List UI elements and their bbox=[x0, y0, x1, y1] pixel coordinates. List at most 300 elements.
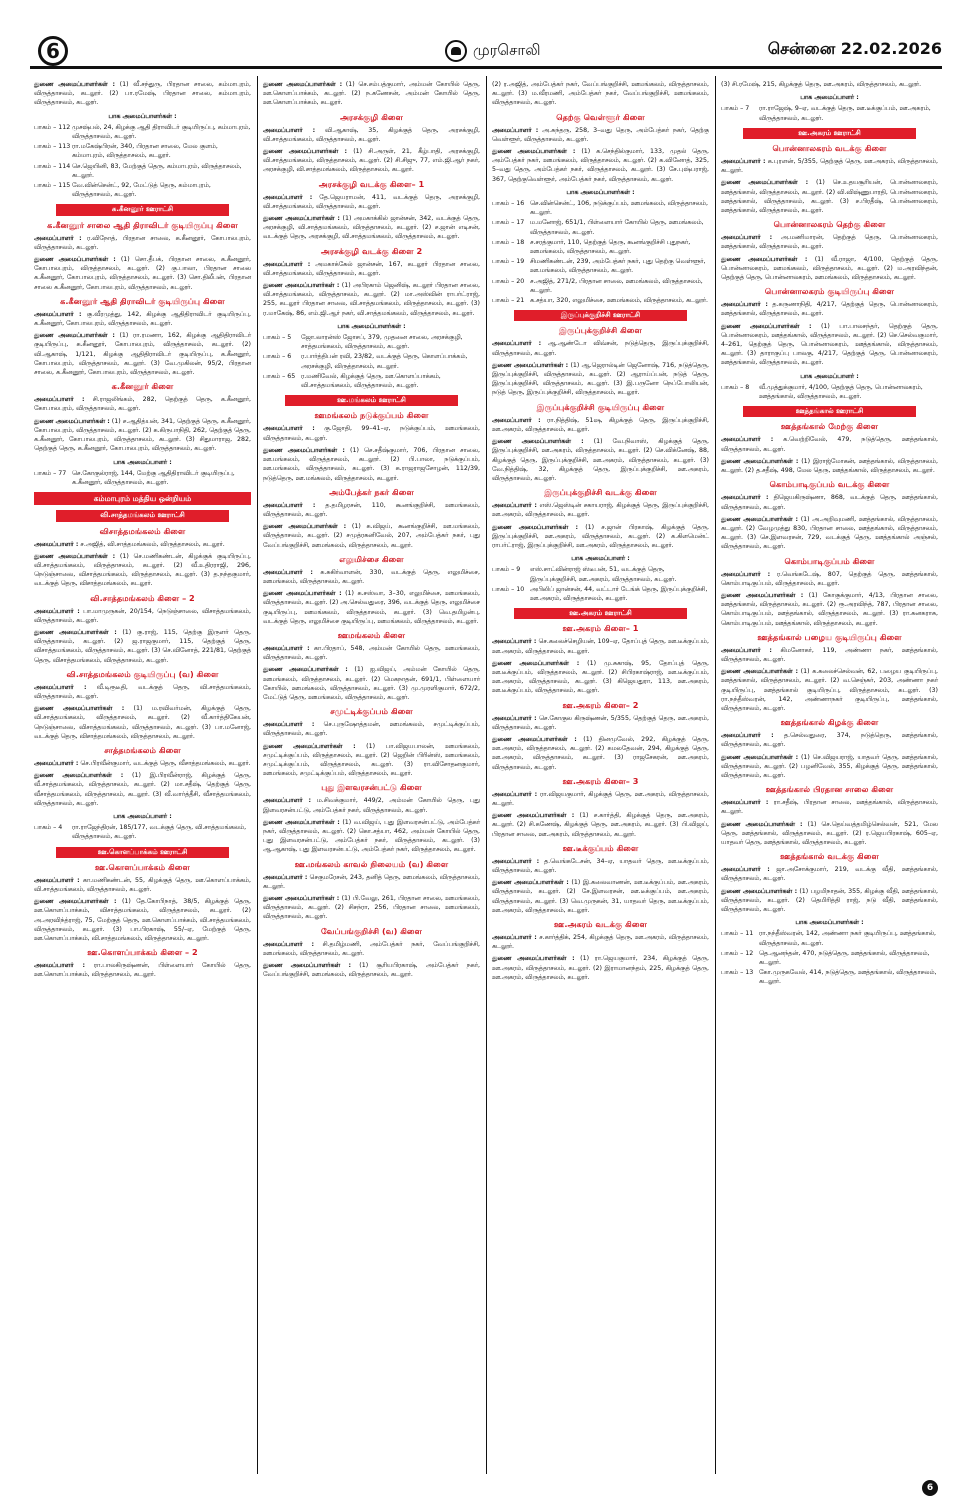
column-divider bbox=[257, 76, 258, 1474]
ward-number: பாகம் – 10 bbox=[492, 585, 525, 593]
branch-heading: வி.சாத்தமங்கலம் கிளை – 2 bbox=[90, 592, 195, 603]
officer-details: கிமனோகர், 119, அண்ணா நகர், ஊத்தங்கால், விருத்தாசலம், கடலூர். bbox=[721, 646, 938, 663]
branch-heading: ஊ.அகரம் வடக்கு கிளை bbox=[554, 919, 647, 930]
officer-details: (1) வீ.ராஜா, 4/100, தெற்குத் தெரு, பொன்னாலகரம், ஊமங்கலம், விருத்தாசலம், கடலூர். (2) ம.அரவிந்தன், தெற்குத் தெரு, பொன்னாலகரம், ஊமங்கலம், விருத்தாசலம், கடலூர். bbox=[721, 255, 938, 282]
role-label: துணை அமைப்பாளர்கள் : bbox=[34, 628, 117, 636]
officer-details: ஜா.அசோக்குமார், 219, வடக்கு வீதி, ஊத்தங்கால், விருத்தாசலம், கடலூர். bbox=[721, 866, 938, 883]
subheading: பாக அமைப்பாளர்கள் : bbox=[337, 322, 406, 330]
role-label: அமைப்பாளர் : bbox=[721, 799, 769, 807]
ward-number: பாகம் – 7 bbox=[721, 105, 750, 113]
role-label: அமைப்பாளர் : bbox=[263, 797, 312, 805]
role-label: அமைப்பாளர் : bbox=[34, 540, 79, 548]
officer-entry bbox=[34, 234, 251, 252]
officer-details: (1) ச.ஆதித்யன், 341, தெற்குத் தெரு, க.கீனனூர், கோபாலபுரம், விருத்தாசலம், கடலூர். (2) க.கிருபாநிதி, 262, தெற்குத் தெரு, க.கீனனூர், கோபாலபுரம், விருத்தாசலம், கடலூர். (3) சிதுமாராஜ, 282, தெற்குத் தெரு, க.கீனனூர், கோபாலபுரம், விருத்தாசலம், கடலூர். bbox=[34, 417, 251, 453]
column-1 bbox=[30, 76, 255, 1474]
role-label: துணை அமைப்பாளர்கள் : bbox=[263, 818, 340, 826]
ward-details: ரா.மகேஷ்பிரன், 340, பிரதான சாலை, மேல குளம், கம்மாபுரம், விருத்தாசலம், கடலூர். bbox=[72, 143, 218, 160]
masthead bbox=[445, 39, 541, 63]
officer-details: (1) அமகாக்கில் ஜான்சன், 342, வடக்குத் தெரு, அரசக்குழி, வி.சாத்தமங்கலம், விருத்தாசலம், கடலூர். (2) ச.ஜான் எடிசன், வடக்குத் தெரு, அரசக்குழி, வி.சாத்தமங்கலம், விருத்தாசலம், கடலூர். bbox=[263, 215, 480, 241]
ward-number: பாகம் – 9 bbox=[492, 566, 521, 574]
officer-details: (1) செ.உதயசூரியன், பொன்னாலகரம், ஊத்தங்கால், விருத்தாசலம், கடலூர். (2) வி.விஷ்ணுபாரதி, பொன்னாலகரம், ஊத்தங்கால், விருத்தாசலம், கடலூர். (3) ச.பிரதீஷ், பொன்னாலகரம், ஊத்தங்கால், விருத்தாசலம், கடலூர். bbox=[721, 179, 938, 215]
role-label: அமைப்பாளர் : bbox=[263, 873, 308, 881]
ward-row bbox=[492, 218, 709, 236]
officer-details: ம.சிவக்குமார், 449/2, அம்மன் கோயில் தெரு, புது இளவரசன்பட்டு, அம்பேத்கர் நகர், விருத்தாசலம், கடலூர். bbox=[263, 797, 480, 814]
officer-details: (2) ர.அஜித், அம்பேத்கர் நகர், வேப்பங்குறிச்சி, ஊமங்கலம், விருத்தாசலம், கடலூர். (3) ம.வீரமணி, அம்பேத்கர் நகர், வேப்பங்குறிச்சி, ஊமங்கலம், விருத்தாசலம், கடலூர். bbox=[492, 81, 709, 107]
officer-entry bbox=[34, 771, 251, 808]
officer-details: தே.ஜெயராமன், 411, வடக்குத் தெரு, அரசக்குழி, வி.சாத்தமங்கலம், விருத்தாசலம், கடலூர். bbox=[263, 193, 480, 210]
branch-heading: தெற்கு வெள்ளூர் கிளை bbox=[556, 111, 645, 122]
officer-details: (1) அபிரகாம் ஜெனிஷ், கடலூர் பிரதான சாலை, வி.சாத்தமங்கலம், விருத்தாசலம், கடலூர். (2) மா.அஸ்வின் ராபர்ட்ராஜ், 255, கடலூர் பிரதான சாலை, வி.சாத்தமங்கலம், விருத்தாசலம், கடலூர். (3) ர.மாகேஷ், 86, எம்.ஜி.ஆர் நகர், வி.சாத்தமங்கலம், விருத்தாசலம், கடலூர். bbox=[263, 282, 480, 317]
ward-number: பாகம் – 12 bbox=[721, 949, 754, 957]
officer-entry bbox=[263, 742, 480, 779]
ward-row bbox=[34, 142, 251, 160]
role-label: அமைப்பாளர் : bbox=[492, 340, 542, 348]
officer-details: செ.பிரவீன்குமார், வடக்குத் தெரு, வீசாத்தமங்கலம், கடலூர். bbox=[80, 759, 251, 767]
branch-heading: விசாத்தமங்கலம் கிளை bbox=[99, 525, 186, 536]
role-label: துணை அமைப்பாளர்கள் : bbox=[721, 515, 799, 523]
ward-row bbox=[721, 949, 938, 967]
ward-details: ரா.நந்தீஸ்வரன், 142, அண்ணா நகர் குடியிருப்பு, ஊத்தங்கால், விருத்தாசலம், கடலூர். bbox=[759, 930, 937, 947]
ward-number: பாகம் – 13 bbox=[721, 969, 754, 977]
officer-details: (1) ச.கார்த்தி, கிழக்குத் தெரு, ஊ.அகரம், கடலூர். (2) சி.கணேஷ், கிழக்குத் தெரு, ஊ.அகரம், கடலூர். (3) பி.விஜய், பிரதான சாலை, ஊ.அகரம், விருத்தாசலம், கடலூர். bbox=[492, 812, 709, 838]
role-label: துணை அமைப்பாளர்கள் : bbox=[492, 438, 584, 446]
panchayat-banner: ஊ.அகரம் ஊராட்சி bbox=[743, 128, 916, 139]
officer-entry bbox=[34, 255, 251, 292]
branch-heading: அரசக்குழி வடக்கு கிளை– 1 bbox=[318, 178, 425, 189]
role-label: துணை அமைப்பாளர்கள் : bbox=[492, 361, 569, 369]
ward-row bbox=[34, 823, 251, 841]
officer-entry bbox=[721, 80, 938, 89]
officer-entry bbox=[34, 628, 251, 665]
role-label: துணை அமைப்பாளர்கள் : bbox=[721, 820, 803, 828]
role-label: அமைப்பாளர் : bbox=[721, 301, 768, 309]
officer-details: அ.சுந்தரு, 258, 3–வது தெரு, அம்பேத்கர் நகர், தெற்கு வெள்ளூர், விருத்தாசலம், கடலூர். bbox=[492, 126, 709, 143]
role-label: துணை அமைப்பாளர்கள் : bbox=[721, 753, 799, 761]
officer-details: க.புரளன், 5/355, தெற்குத் தெரு, ஊ.அகரம், விருத்தாசலம், கடலூர். bbox=[721, 158, 938, 175]
officer-entry bbox=[263, 424, 480, 442]
ward-number: பாகம் – 6 bbox=[263, 353, 292, 361]
officer-entry bbox=[721, 233, 938, 251]
role-label: அமைப்பாளர் : bbox=[263, 260, 311, 268]
officer-entry bbox=[34, 540, 251, 549]
officer-entry bbox=[721, 255, 938, 283]
officer-details: (1) கோகுக்குமார், 4/13, பிரதான சாலை, ஊத்தங்கால், விருத்தாசலம், கடலூர். (2) ரூ.அரவிந்த், 787, பிரதான சாலை, கொம்பாடிகுப்பம், ஊத்தங்கால், விருத்தாசலம், கடலூர். (3) ரா.கனகராசு, கொம்பாடிகுப்பம், ஊத்தங்கால், விருத்தாசலம், கடலூர். bbox=[721, 591, 938, 627]
officer-entry bbox=[721, 457, 938, 475]
branch-heading: கொம்பாடிகுப்பம் வடக்கு கிளை bbox=[769, 479, 890, 490]
panchayat-banner: வி.சாத்தமங்கலம் ஊராட்சி bbox=[56, 510, 229, 521]
officer-details: த.கருணாநிதி, 4/217, தெற்குத் தெரு, பொன்னாலகரம், ஊத்தங்கால், விருத்தாசலம், கடலூர். bbox=[721, 301, 938, 318]
role-label: அமைப்பாளர் : bbox=[492, 790, 538, 798]
branch-heading: எலுமிச்சை கிளை bbox=[339, 553, 404, 564]
officer-details: (1) ரா.ஜெயகுமார், 234, கிழக்குத் தெரு, ஊ.அகரம், விருத்தாசலம், கடலூர். (2) இராமானந்தம், 225, கிழக்குத் தெரு, ஊ.அகரம், விருத்தாசலம், கடலூர். bbox=[492, 955, 709, 981]
ward-row bbox=[492, 199, 709, 217]
ward-details: ரா.ராஜேந்திரன், 185/177, வடக்குத் தெரு, வி.சாத்தமங்கலம், விருத்தாசலம், கடலூர். bbox=[72, 824, 247, 841]
ward-row bbox=[34, 469, 251, 487]
officer-entry bbox=[263, 260, 480, 278]
branch-heading: ஊத்தங்கால் பழைய குடியிருப்பு கிளை bbox=[757, 631, 902, 642]
ward-number: பாகம் – 19 bbox=[492, 258, 525, 266]
ward-details: ச.சரத்குமார், 110, தெற்குத் தெரு, கூனங்குறிச்சி புதுநகர், ஊமங்கலம், விருத்தாசலம், கடலூர். bbox=[530, 238, 691, 256]
ward-details: செ.கோகுல்ராஜ், 144, மேற்கு ஆதிதிராவிடர் குடியிருப்பு, க.கீனனூர், விருத்தாசலம், கடலூர். bbox=[72, 469, 235, 486]
role-label: அமைப்பாளர் : bbox=[34, 607, 80, 615]
branch-heading: சாத்தமங்கலம் கிளை bbox=[104, 744, 181, 755]
officer-entry bbox=[721, 157, 938, 175]
ward-details: கோ.முருகவேல், 414, நடுத்தெரு, ஊத்தங்கால், விருத்தாசலம், கடலூர். bbox=[759, 969, 937, 986]
branch-heading: ஊ.அகரம் கிளை– 3 bbox=[562, 775, 639, 786]
officer-entry bbox=[34, 704, 251, 741]
role-label: அமைப்பாளர் : bbox=[34, 683, 87, 691]
ward-row bbox=[721, 968, 938, 986]
role-label: அமைப்பாளர் : bbox=[721, 436, 774, 444]
officer-details: (1) சி.அருள், 21, கீழ்பாதி, அரசக்குழி, வி.சாத்தமங்கலம், விருத்தாசலம், கடலூர். (2) சி.சிஜு, 77, எம்.ஜி.ஆர் நகர், அரசக்குழி, வி.சாத்தமங்கலம், விருத்தாசலம், கடலூர். bbox=[263, 148, 480, 174]
role-label: அமைப்பாளர் : bbox=[263, 193, 313, 201]
officer-entry bbox=[492, 857, 709, 875]
subheading: பாக அமைப்பாளர்கள் : bbox=[108, 112, 177, 120]
ward-number: பாகம் – 113 bbox=[34, 143, 71, 151]
officer-entry bbox=[492, 790, 709, 808]
role-label: அமைப்பாளர் : bbox=[492, 857, 540, 865]
officer-entry bbox=[492, 416, 709, 434]
officer-entry bbox=[34, 310, 251, 328]
ward-number: பாகம் – 5 bbox=[263, 334, 292, 342]
officer-entry bbox=[34, 395, 251, 413]
ward-row bbox=[34, 162, 251, 180]
officer-entry bbox=[721, 493, 938, 511]
branch-heading: ஊத்தங்கால் மேற்கு கிளை bbox=[780, 421, 879, 432]
role-label: அமைப்பாளர் : bbox=[492, 126, 539, 134]
ward-row bbox=[263, 333, 480, 351]
officer-entry bbox=[492, 878, 709, 915]
role-label: துணை அமைப்பாளர்கள் : bbox=[492, 955, 575, 963]
role-label: அமைப்பாளர் : bbox=[492, 638, 537, 646]
branch-heading: க.கீனனூர் சாலை ஆதி திராவிடர் குடியிருப்பு கிளை bbox=[47, 219, 238, 230]
officer-entry bbox=[263, 214, 480, 242]
role-label: துணை அமைப்பாளர்கள் : bbox=[721, 179, 809, 187]
ward-row bbox=[34, 181, 251, 199]
ward-number: பாகம் – 21 bbox=[492, 297, 525, 305]
branch-heading: ஊத்தங்கால் கிழக்கு கிளை bbox=[780, 717, 879, 728]
branch-heading: அம்பேத்கர் நகர் கிளை bbox=[329, 486, 414, 497]
officer-details: (1) இராஜ்மோகன், ஊத்தங்கால், விருத்தாசலம், கடலூர். (2) த.சதீஷ், 498, மேல தெரு, ஊத்தங்கால், விருத்தாசலம், கடலூர். bbox=[721, 457, 938, 475]
ward-number: பாகம் – 8 bbox=[721, 383, 750, 391]
ward-details: தெ.ஆனந்தன், 470, நடுத்தெரு, ஊத்தங்கால், விருத்தாசலம், கடலூர். bbox=[759, 949, 930, 967]
officer-details: (1) ம.ரவிவர்மன், கிழக்குத் தெரு, வி.சாத்தமங்கலம், விருத்தாசலம், கடலூர். (2) வீ.கார்த்திகேயன், நெடுஞ்சாலை, விசாத்தமங்கலம், விருத்தாசலம், கடலூர். (3) பா.மனோஜ், வடக்குத் தெரு, விசாத்தமங்கலம், விருத்தாசலம், கடலூர். bbox=[34, 705, 251, 740]
role-label: அமைப்பாளர் : bbox=[721, 646, 772, 654]
ward-number: பாகம் – 16 bbox=[492, 200, 525, 208]
column-divider bbox=[486, 76, 487, 1474]
article-columns bbox=[30, 76, 942, 1474]
officer-details: (1) வீ.சந்துரு, பிரதான சாலை, கம்மாபுரம், விருத்தாசலம், கடலூர். (2) பா.ரமேஷ், பிரதான சாலை, கம்மாபுரம், விருத்தாசலம், கடலூர். bbox=[34, 81, 251, 107]
role-label: துணை அமைப்பாளர்கள் : bbox=[263, 895, 340, 902]
officer-details: திஜெயகிருஷ்ணா, 868, வடக்குத் தெரு, ஊத்தங்கால், விருத்தாசலம், கடலூர். bbox=[721, 494, 938, 511]
officer-entry bbox=[34, 331, 251, 377]
officer-entry bbox=[492, 339, 709, 357]
role-label: துணை அமைப்பாளர்கள் : bbox=[34, 417, 110, 425]
officer-details: (3) சி.ரமேஷ், 215, கிழக்குத் தெரு, ஊ.அகரம், விருத்தாசலம், கடலூர். bbox=[721, 81, 922, 88]
ward-details: எஸ்.சாட்வின்ராஜ் ஸ்டீபன், 51, வடக்குத் தெரு, இருப்புக்குறிச்சி, ஊ.அகரம், விருத்தாசலம், கடலூர். bbox=[530, 566, 677, 583]
officer-entry bbox=[263, 126, 480, 144]
officer-details: (1) செ.சம்பத்குமார், அம்மன் கோயில் தெரு, ஊ.கொளப்பாக்கம், கடலூர். (2) ந.கணேசன், அம்மன் கோயில் தெரு, ஊ.கொளப்பாக்கம், கடலூர். bbox=[263, 81, 480, 107]
officer-details: (1) க.செந்தில்குமார், 133, முதல் தெரு, அம்பேத்கர் நகர், ஊமங்கலம், விருத்தாசலம், கடலூர். (2) க.வினோத், 325, 5–வது தெரு, அம்பேத்கர் நகர், விருத்தாசலம், கடலூர். (3) சே.புஷ்பராஜ், 367, தெற்குவெள்ளூர், அம்பேத்கர் நகர், விருத்தாசலம், கடலூர். bbox=[492, 148, 709, 183]
role-label: அமைப்பாளர் : bbox=[34, 310, 82, 318]
officer-entry bbox=[721, 820, 938, 848]
branch-heading: ஊ.கொளப்பாக்கம் கிளை – 2 bbox=[87, 947, 198, 958]
officer-entry bbox=[263, 818, 480, 855]
role-label: அமைப்பாளர் : bbox=[721, 234, 773, 242]
officer-details: ர.வெங்கடேஷ், 807, தெற்குத் தெரு, ஊத்தங்கால், கொம்பாடிகுப்பம், விருத்தாசலம், கடலூர். bbox=[721, 570, 938, 587]
role-label: துணை அமைப்பாளர்கள் : bbox=[721, 887, 798, 895]
role-label: துணை அமைப்பாளர்கள் : bbox=[263, 590, 342, 598]
officer-details: (1) இ.கலைவாணன், ஊ.டீக்குப்பம், ஊ.அகரம், விருத்தாசலம், கடலூர். (2) சே.இளவரசன், ஊ.டீக்குப்பம், ஊ.அகரம், விருத்தாசலம், கடலூர். (3) வெ.முருகன், 31, யாதவர் தெரு, ஊ.டீக்குப்பம், ஊ.அகரம், விருத்தாசலம், கடலூர். bbox=[492, 879, 709, 914]
branch-heading: சமுட்டிக்குப்பம் கிளை bbox=[330, 706, 413, 717]
ward-row bbox=[721, 383, 938, 401]
officer-details: (1) பழமிநாதன், 355, கிழக்கு வீதி, ஊத்தங்கால், விருத்தாசலம், கடலூர். (2) தெமிரித்தி ராஜ், நடு வீதி, ஊத்தங்கால், விருத்தாசலம், கடலூர். bbox=[721, 887, 938, 913]
header-rule bbox=[30, 66, 942, 69]
officer-entry bbox=[263, 193, 480, 211]
role-label: அமைப்பாளர் : bbox=[263, 126, 316, 134]
role-label: அமைப்பாளர் : bbox=[721, 732, 774, 740]
officer-entry bbox=[721, 865, 938, 883]
role-label: துணை அமைப்பாளர்கள் : bbox=[721, 457, 799, 465]
ward-number: பாகம் – 112 bbox=[34, 123, 71, 131]
officer-entry bbox=[492, 714, 709, 732]
ward-details: க.சத்யா, 320, எலுமிச்சை, ஊமங்கலம், விருத்தாசலம், கடலூர். bbox=[530, 297, 709, 305]
officer-details: (1) தே.கோபிநாத், 38/5, கிழக்குத் தெரு, ஊ.கொளப்பாக்கம், விசாத்தமங்கலம், விருத்தாசலம், கடலூர். (2) அ.அரவிந்த்ராஜ், 75, மேற்குத் தெரு, ஊ.கொளப்பாக்கம், வி.சாத்தமங்கலம், விருத்தாசலம், கடலூர். (3) பா.பிரகாஷ், 55/–ஏ, மேற்குத் தெரு, ஊ.கொளப்பாக்கம், வி.சாத்தமங்கலம், விருத்தாசலம், கடலூர். bbox=[34, 898, 251, 943]
officer-details: செ.கோகுல கிருஷ்ணன், 5/355, தெற்குத் தெரு, ஊ.அகரம், விருத்தாசலம், கடலூர். bbox=[492, 714, 709, 731]
officer-entry bbox=[34, 876, 251, 894]
officer-entry bbox=[34, 961, 251, 979]
role-label: துணை அமைப்பாளர்கள் : bbox=[263, 215, 340, 223]
officer-details: ரா.சதீஷ், பிரதான சாலை, ஊத்தங்கால், விருத்தாசலம், கடலூர். bbox=[721, 799, 938, 816]
officer-details: ரா.விஜயகுமார், கிழக்குத் தெரு, ஊ.அகரம், விருத்தாசலம், கடலூர். bbox=[492, 790, 709, 807]
officer-details: (1) க.விஜய், கூனங்குறிச்சி, ஊ.மங்கலம், விருத்தாசலம், கடலூர். (2) சமுத்ரகனிவேல், 207, அம்பேத்கர் நகர், புது வேப்பங்குறிச்சி, ஊமங்கலம், விருத்தாசலம், கடலூர். bbox=[263, 523, 480, 549]
officer-details: வீ.டிரூடீதி, வடக்குத் தெரு, வி.சாத்தமங்கலம், விருத்தாசலம், கடலூர். bbox=[34, 683, 251, 700]
officer-details: அமகாக்கேல் ஜான்சன், 167, கடலூர் பிரதான சாலை, வி.சாத்தமங்கலம், விருத்தாசலம், கடலூர். bbox=[263, 260, 480, 277]
branch-heading: வி.சாத்தமங்கலம் குடியிருப்பு (வ) கிளை bbox=[66, 668, 219, 679]
officer-entry bbox=[492, 80, 709, 108]
officer-entry bbox=[492, 659, 709, 696]
column-4 bbox=[717, 76, 942, 1474]
role-label: அமைப்பாளர் : bbox=[34, 962, 86, 970]
ward-details: ர.பார்த்திபன் ரவி, 23/82, வடக்குத் தெரு, கொளப்பாக்கம், அரசக்குழி, விருத்தாசலம், கடலூர். bbox=[301, 353, 468, 370]
subheading: பாக அமைப்பாளர் : bbox=[113, 458, 172, 466]
branch-heading: புது இளவரசன்பட்டு கிளை bbox=[321, 782, 422, 793]
role-label: துணை அமைப்பாளர்கள் : bbox=[721, 668, 798, 676]
subheading: பாக அமைப்பாளர்கள் : bbox=[566, 188, 635, 196]
officer-details: (1) தினமுவேல், 292, கிழக்குத் தெரு, ஊ.அகரம், விருத்தாசலம், கடலூர். (2) கமலதேவன், 294, கிழக்குத் தெரு, ஊ.அகரம், விருத்தாசலம், கடலூர். (3) ராஜசேகரன், ஊ.அகரம், விருத்தாசலம், கடலூர். bbox=[492, 735, 709, 771]
role-label: துணை அமைப்பாளர்கள் : bbox=[263, 962, 352, 970]
branch-heading: கொம்பாடிகுப்பம் கிளை bbox=[784, 555, 875, 566]
officer-entry bbox=[34, 607, 251, 625]
officer-details: பா.மாமுருகன், 20/154, நெடுஞ்சாலை, விசாத்தமங்கலம், விருத்தாசலம், கடலூர். bbox=[34, 607, 251, 624]
role-label: துணை அமைப்பாளர்கள் : bbox=[263, 742, 356, 750]
role-label: துணை அமைப்பாளர்கள் : bbox=[34, 332, 115, 340]
ward-number: பாகம் – 65 bbox=[263, 372, 296, 380]
role-label: துணை அமைப்பாளர்கள் : bbox=[263, 446, 345, 454]
role-label: துணை அமைப்பாளர்கள் : bbox=[263, 666, 348, 674]
officer-details: (1) செ.விஜயராஜ், யாதவர் தெரு, ஊத்தங்கால், விருத்தாசலம், கடலூர். (2) பழனிவேல், 355, கிழக்குத் தெரு, ஊத்தங்கால், விருத்தாசலம், கடலூர். bbox=[721, 753, 938, 779]
officer-entry bbox=[721, 322, 938, 368]
ward-details: ரா.ராஜேஷ், 9–ஏ, வடக்குத் தெரு, ஊ.டீக்குப்பம், ஊ.அகரம், விருத்தாசலம், கடலூர். bbox=[759, 105, 931, 122]
officer-entry bbox=[34, 683, 251, 701]
officer-details: (1) ஆ.ஜெரால்டின் ஜெனோஷ், 716, நடுத்தெரு, இருப்புக்குறிச்சி, விருத்தாசலம், கடலூர். (2) ஆராய்ப்பன், நடுத் தெரு, இருப்புக்குறிச்சி, விருத்தாசலம், கடலூர். (3) இ.பருனோ நெப்போலியன், நடுத் தெரு, இருப்புக்குறிச்சி, விருத்தாசலம், கடலூர். bbox=[492, 361, 710, 397]
branch-heading: இருப்புக்குறிச்சி வடக்கு கிளை bbox=[544, 487, 657, 498]
officer-details: கு.ஜோதி, 99–41–ஏ, நடுக்குப்பம், ஊமங்கலம், விருத்தாசலம், கடலூர். bbox=[263, 425, 480, 442]
officer-details: செகுமரேசன், 243, தனித் தெரு, ஊமங்கலம், விருத்தாசலம், கடலூர். bbox=[263, 873, 480, 890]
officer-entry bbox=[721, 731, 938, 749]
ward-row bbox=[492, 585, 709, 603]
elephant-seal-icon bbox=[445, 40, 467, 62]
officer-entry bbox=[34, 80, 251, 108]
ward-number: பாகம் – 77 bbox=[34, 469, 67, 477]
role-label: அமைப்பாளர் : bbox=[721, 494, 769, 502]
officer-details: அ.மணிமாரன், தெற்குத் தெரு, பொன்னாலகரம், ஊத்தங்கால், விருத்தாசலம், கடலூர். bbox=[721, 234, 938, 251]
branch-heading: ஊமங்கலம் நடுக்குப்பம் கிளை bbox=[314, 410, 429, 421]
ward-row bbox=[492, 257, 709, 275]
branch-heading: க.கீனனூர் ஆதி திராவிடர் குடியிருப்பு கிளை bbox=[60, 295, 225, 306]
role-label: துணை அமைப்பாளர்கள் : bbox=[721, 322, 812, 330]
officer-details: சி.ராஜலிங்கம், 282, தெற்குத் தெரு, க.கீனனூர், கோபாலபுரம், விருத்தாசலம், கடலூர். bbox=[34, 396, 251, 413]
role-label: துணை அமைப்பாளர்கள் : bbox=[263, 81, 343, 88]
officer-details: சி.தமிழ்மணி, அம்பேத்கர் நகர், வேப்பங்குறிச்சி, ஊமங்கலம், விருத்தாசலம், கடலூர். bbox=[263, 940, 480, 957]
officer-entry bbox=[492, 147, 709, 184]
branch-heading: ஊ.மங்கலம் காவல் நிலையம் (வ) கிளை bbox=[294, 858, 449, 869]
role-label: துணை அமைப்பாளர்கள் : bbox=[492, 148, 576, 156]
officer-details: ஆ.ஆண்டோ விவ்சன், நடுத்தெரு, இருப்புக்குறிச்சி, விருத்தாசலம், கடலூர். bbox=[492, 340, 709, 357]
officer-entry bbox=[34, 552, 251, 589]
officer-details: எஸ்.ஜெஸ்டின் சகாயராஜ், கிழக்குத் தெரு, இருப்புக்குறிச்சி, ஊ.அகரம், விருத்தாசலம், கடலூர். bbox=[492, 502, 709, 519]
ward-details: வே.வின்சென்ட், 92, மேட்டுத் தெரு, கம்மாபுரம், விருத்தாசலம், கடலூர். bbox=[72, 182, 211, 199]
column-2 bbox=[259, 76, 484, 1474]
ward-row bbox=[492, 565, 709, 583]
branch-heading: ஊமங்கலம் கிளை bbox=[337, 629, 406, 640]
officer-entry bbox=[34, 417, 251, 454]
role-label: அமைப்பாளர் : bbox=[34, 396, 85, 404]
role-label: அமைப்பாளர் : bbox=[721, 570, 771, 578]
officer-details: த.வெங்கடேசன், 34–ஏ, யாதவர் தெரு, ஊ.டீக்குப்பம், விருத்தாசலம், கடலூர். bbox=[492, 857, 709, 874]
officer-entry bbox=[263, 522, 480, 550]
officer-details: (1) பி.வேலு, 261, பிரதான சாலை, ஊமங்கலம், விருத்தாசலம், கடலூர். (2) சிசந்ரா, 256, பிரதான சாலை, ஊமங்கலம், விருத்தாசலம், கடலூர். bbox=[263, 895, 480, 921]
panchayat-banner: ஊ.மங்கலம் ஊராட்சி bbox=[285, 395, 458, 406]
panchayat-banner: இருப்புக்குறிச்சி ஊராட்சி bbox=[514, 310, 687, 321]
branch-heading: பொன்னாலகரம் வடக்கு கிளை bbox=[772, 143, 887, 154]
role-label: அமைப்பாளர் : bbox=[263, 425, 315, 433]
ward-row bbox=[263, 352, 480, 370]
officer-entry bbox=[721, 887, 938, 915]
officer-entry bbox=[721, 435, 938, 453]
branch-heading: ஊ.டீக்குப்பம் கிளை bbox=[562, 842, 639, 853]
officer-entry bbox=[263, 501, 480, 519]
ward-row bbox=[263, 372, 480, 390]
role-label: அமைப்பாளர் : bbox=[34, 759, 79, 767]
ward-row bbox=[492, 238, 709, 256]
ward-number: பாகம் – 115 bbox=[34, 182, 71, 190]
ward-number: பாகம் – 18 bbox=[492, 238, 525, 246]
role-label: துணை அமைப்பாளர்கள் : bbox=[492, 812, 575, 820]
ward-details: ர.மணிவேல், கிழக்குத் தெரு, ஊ.கொளப்பாக்கம், வி.சாத்தமங்கலம், விருத்தாசலம், கடலூர். bbox=[301, 372, 441, 390]
role-label: துணை அமைப்பாளர்கள் : bbox=[492, 659, 580, 667]
subheading: பாக அமைப்பாளர் : bbox=[800, 372, 859, 380]
page-number: 6 bbox=[38, 36, 68, 66]
ward-number: பாகம் – 114 bbox=[34, 162, 71, 170]
ward-row bbox=[492, 296, 709, 305]
branch-heading: ஊ.அகரம் கிளை– 1 bbox=[562, 623, 639, 634]
officer-entry bbox=[492, 735, 709, 772]
branch-heading: ஊ.அகரம் கிளை– 2 bbox=[562, 699, 639, 710]
ward-row bbox=[721, 929, 938, 947]
branch-heading: இருப்புக்குறிச்சி குடியிருப்பு கிளை bbox=[536, 401, 665, 412]
officer-entry bbox=[492, 126, 709, 144]
officer-entry bbox=[492, 361, 709, 398]
page-header bbox=[0, 0, 972, 68]
ward-number: பாகம் – 17 bbox=[492, 219, 525, 227]
role-label: துணை அமைப்பாளர்கள் : bbox=[34, 552, 116, 560]
column-3 bbox=[488, 76, 713, 1474]
officer-entry bbox=[492, 437, 709, 483]
officer-details: த.செல்வதுரை, 374, நடுத்தெரு, ஊத்தங்கால், விருத்தாசலம், கடலூர். bbox=[721, 732, 938, 749]
officer-entry bbox=[263, 873, 480, 891]
branch-heading: பொன்னாலகரம் தெற்கு கிளை bbox=[773, 219, 886, 230]
officer-entry bbox=[263, 796, 480, 814]
branch-heading: அரசக்குழி வடக்கு கிளை 2 bbox=[320, 245, 423, 256]
officer-details: (1) ரா.ரமணா, 162, கிழக்கு ஆதிதிராவிடர் குடியிருப்பு, க.கீனனூர், கோபாலபுரம், விருத்தாசலம், கடலூர். (2) வி.ஆகாஷ், 1/121, கிழக்கு ஆதிதிராவிடர் குடியிருப்பு, க.கீனனூர், கோபாலபுரம், விருத்தாசலம், கடலூர். (3) வே.முகிலன், 95/2, பிரதான சாலை, க.கீனனூர், கோபாலபுரம், விருத்தாசலம், கடலூர். bbox=[34, 332, 252, 377]
officer-entry bbox=[492, 811, 709, 839]
branch-heading: இருப்புக்குறிச்சி கிளை bbox=[559, 325, 642, 336]
officer-entry bbox=[721, 753, 938, 781]
branch-heading: ஊ.கொளப்பாக்கம் கிளை bbox=[95, 861, 190, 872]
officer-entry bbox=[263, 720, 480, 738]
role-label: துணை அமைப்பாளர்கள் : bbox=[721, 255, 808, 263]
officer-entry bbox=[492, 933, 709, 951]
officer-entry bbox=[263, 80, 480, 108]
officer-details: செ.புருஷோத்தமன், ஊமங்கலம், சமுட்டிக்குப்பம், விருத்தாசலம், கடலூர். bbox=[263, 721, 480, 738]
officer-entry bbox=[721, 570, 938, 588]
ward-details: ம.மனோஜ், 651/1, பிள்ளையார் கோயில் தெரு, ஊமங்கலம், விருத்தாசலம், கடலூர். bbox=[530, 219, 704, 236]
role-label: அமைப்பாளர் : bbox=[263, 940, 314, 948]
officer-details: (1) செ.மணிகண்டன், கிழக்குக் குடியிருப்பு, வி.சாத்தமங்கலம், விருத்தாசலம், கடலூர். (2) வீ.உதிரராஜி, 296, நெடுஞ்சாலை, விசாத்தமங்கலம், விருத்தாசலம், கடலூர். (3) த.நந்தகுமார், வடக்குத் தெரு, விசாத்தமங்கலம், கடலூர். bbox=[34, 552, 251, 588]
ward-details: ச.அஜித், 271/2, பிரதான சாலை, ஊமங்கலம், விருத்தாசலம், கடலூர். bbox=[530, 277, 703, 294]
officer-entry bbox=[263, 281, 480, 318]
role-label: துணை அமைப்பாளர்கள் : bbox=[34, 772, 124, 780]
branch-heading: அரசக்குழி கிளை bbox=[339, 111, 404, 122]
role-label: அமைப்பாளர் : bbox=[721, 158, 766, 166]
officer-details: கா.பிரதாப், 548, அம்மன் கோயில் தெரு, ஊமங்கலம், விருத்தாசலம், கடலூர். bbox=[263, 644, 480, 662]
officer-entry bbox=[721, 178, 938, 215]
officer-details: (1) சொ.தீபக், பிரதான சாலை, க.கீனனூர், கோபாலபுரம், விருத்தாசலம், கடலூர். (2) கு.பாலா, பிரதான சாலை க.கீனனூர், கோபாலபுரம், விருத்தாசலம், கடலூர். (3) சொ.திலீபன், பிரதான சாலை க.கீனனூர், கோபாலபுரம், விருத்தாசலம், கடலூர். bbox=[34, 256, 251, 291]
union-banner: கம்மாபுரம் மத்திய ஒன்றியம் bbox=[34, 492, 251, 505]
role-label: அமைப்பாளர் : bbox=[721, 866, 770, 874]
officer-details: (1) பா.விஜயபாலன், ஊமங்கலம், சமுட்டிக்குப்பம், விருத்தாசலம், கடலூர். (2) ஜெறின் பிரின்ஸ், ஊமங்கலம், சமுட்டிக்குப்பம், விருத்தாசலம், கடலூர். (3) ரா.விசோதனகுமார், ஊமங்கலம், சமுட்டிக்குப்பம், விருத்தாசலம், கடலூர். bbox=[263, 742, 480, 778]
role-label: துணை அமைப்பாளர்கள் : bbox=[492, 879, 569, 887]
role-label: துணை அமைப்பாளர்கள் : bbox=[721, 591, 804, 599]
panchayat-banner: க.கீனனூர் ஊராட்சி bbox=[56, 204, 229, 215]
officer-entry bbox=[263, 665, 480, 702]
role-label: அமைப்பாளர் : bbox=[263, 644, 310, 652]
officer-entry bbox=[492, 523, 709, 551]
officer-details: ர.விநோத், பிரதான சாலை, க.கீனனூர், கோபாலபுரம், விருத்தாசலம், கடலூர். bbox=[34, 234, 251, 251]
officer-entry bbox=[263, 446, 480, 483]
role-label: அமைப்பாளர் : bbox=[492, 714, 537, 722]
branch-heading: பொன்னாலகரம் குடியிருப்பு கிளை bbox=[764, 286, 895, 297]
officer-details: த.தமிழரசன், 110, கூனங்குறிச்சி, ஊமங்கலம், விருத்தாசலம், கடலூர். bbox=[263, 501, 480, 518]
branch-heading: வேப்பங்குறிச்சி (வ) கிளை bbox=[320, 925, 423, 936]
officer-details: (1) மு.சுகாஷ், 95, தோப்புத் தெரு, ஊ.டீக்குப்பம், விருத்தாசலம், கடலூர். (2) சிபிரகாஷ்ராஜ், ஊ.டீக்குப்பம், ஊ.அகரம், விருத்தாசலம், கடலூர். (3) கிஜெயதுரா, 113, ஊ.அகரம், ஊ.டீக்குப்பம், விருத்தாசலம், கடலூர். bbox=[492, 659, 709, 695]
role-label: அமைப்பாளர் : bbox=[263, 501, 316, 509]
subheading: பாக அமைப்பாளர்கள் : bbox=[795, 919, 864, 927]
role-label: அமைப்பாளர் : bbox=[492, 416, 541, 424]
ward-details: ஜோ.லாரன்ஸ் ஜோசப், 379, முதனை சாலை, அரசக்குழி, சாத்தமங்கலம், விருத்தாசலம், கடலூர். bbox=[301, 334, 463, 351]
officer-details: (1) ஐ.விஜய், அம்மன் கோயில் தெரு, ஊமங்கலம், விருத்தாசலம், கடலூர். (2) மெகநாதன், 691/1, பிள்ளையார் கோயில், ஊமங்கலம், விருத்தாசலம், கடலூர். (3) மு.முரளிகுமார், 672/2, மேட்டுத் தெரு, ஊமங்கலம், விருத்தாசலம், கடலூர். bbox=[263, 666, 480, 701]
